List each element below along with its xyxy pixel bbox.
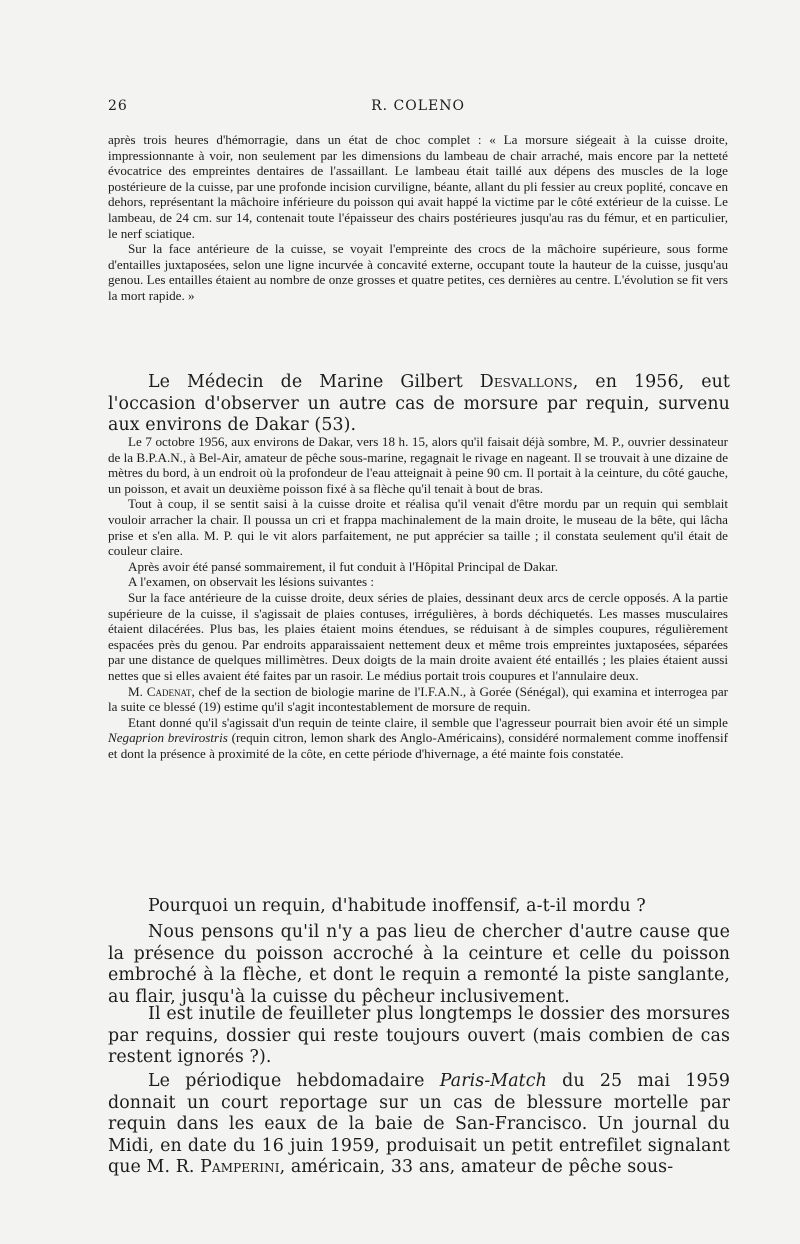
case-paragraph: Sur la face antérieure de la cuisse droite, deux séries de plaies, dessinant deux arcs de cercle opposés. A la partie supérieure de la cuisse, il s'agissait de plaies contuses, irrégulières, à bords déchiquetés. Les masses musculaires étaient dilacérées. Plus bas, les plaies étaient moins étendues, se réduisant à de simples coupures, régulièrement espacées près du genou. Par endroits apparaissaient nettement deux et même trois empreintes juxtaposées, séparées par une distance de quelques millimètres. Deux doigts de la main droite avaient été entaillés ; les plaies étaient aussi nettes que si elles avaient été faites par un rasoir. Le médius portait trois coupures et l'annulaire deux. bbox=[108, 589, 728, 683]
quote-paragraph: après trois heures d'hémorragie, dans un état de choc complet : « La morsure siégeait à la cuisse droite, impressionnante à voir, non seulement par les dimensions du lambeau de chair arraché, mais encore par la netteté évocatrice des empreintes dentaires de l'assaillant. Le lambeau était taillé aux dépens des muscles de la loge postérieure de la cuisse, par une profonde incision curviligne, béante, allant du pli fessier au creux poplité, concave en dehors, représentant la mâchoire inférieure du poisson qui avait happé la victime par le côté extérieur de la cuisse. Le lambeau, de 24 cm. sur 14, contenait toute l'épaisseur des chairs postérieures jusqu'au ras du fémur, et en particulier, le nerf sciatique. bbox=[108, 132, 728, 241]
running-title: R. COLENO bbox=[371, 98, 465, 114]
person-name: Cadenat bbox=[146, 683, 192, 699]
species-name: Negaprion brevirostris bbox=[108, 730, 228, 746]
body-paragraph-3 bbox=[108, 1071, 730, 1179]
body-paragraph: Il est inutile de feuilleter plus longtemps le dossier des morsures par requins, dossier qui reste toujours ouvert (mais combien de cas restent ignorés ?). bbox=[108, 1004, 730, 1068]
case-paragraph: Etant donné qu'il s'agissait d'un requin de teinte claire, il semble que l'agresseur pourrait bien avoir été un simple Negaprion brevirostris (requin citron, lemon shark des Anglo-Américains), considéré normalement comme inoffensif et dont la présence à proximité de la côte, en cette période d'hivernage, a été mainte fois constatée. bbox=[108, 714, 728, 761]
periodical-title: Paris-Match bbox=[439, 1071, 547, 1091]
body-paragraph: Nous pensons qu'il n'y a pas lieu de chercher d'autre cause que la présence du poisson accroché à la ceinture et celle du poisson embroché à la flèche, et dont le requin a remonté la piste sanglante, au flair, jusqu'à la cuisse du pêcheur inclusivement. bbox=[108, 922, 730, 1007]
case-paragraph: M. Cadenat, chef de la section de biologie marine de l'I.F.A.N., à Gorée (Sénégal), qui examina et interrogea par la suite ce blessé (19) estime qu'il s'agit incontestablement de morsure de requin. bbox=[108, 683, 728, 715]
person-name: Pamperini bbox=[200, 1157, 280, 1178]
page-number: 26 bbox=[108, 98, 128, 114]
running-header bbox=[108, 98, 728, 118]
body-paragraph-2 bbox=[108, 1004, 730, 1069]
case-paragraph: Le 7 octobre 1956, aux environs de Dakar, vers 18 h. 15, alors qu'il faisait déjà sombre, M. P., ouvrier dessinateur de la B.P.A.N., à Bel-Air, amateur de pêche sous-marine, regagnait le rivage en nageant. Il se trouvait à une dizaine de mètres du bord, à un endroit où la profondeur de l'eau atteignait à peine 90 cm. Il portait à la ceinture, du côté gauche, un poisson, et avait un deuxième poisson fixé à sa flèche qu'il tenait à bout de bras. bbox=[108, 434, 728, 496]
section-question bbox=[108, 896, 730, 918]
case-paragraph: Après avoir été pansé sommairement, il fut conduit à l'Hôpital Principal de Dakar. bbox=[128, 558, 558, 574]
author-name: Desvallons bbox=[479, 372, 573, 392]
question-paragraph: Pourquoi un requin, d'habitude inoffensif, a-t-il mordu ? bbox=[148, 896, 646, 916]
body-paragraph: Le périodique hebdomadaire Paris-Match du 25 mai 1959 donnait un court reportage sur un cas de blessure mortelle par requin dans les eaux de la baie de San-Francisco. Un journal du Midi, en date du 16 juin 1959, produisait un petit entrefilet signalant que M. R. Pamperini, américain, 33 ans, amateur de pêche sous- bbox=[108, 1071, 730, 1178]
case-introduction bbox=[108, 372, 730, 437]
case-report bbox=[108, 434, 728, 761]
case-paragraph: A l'examen, on observait les lésions suivantes : bbox=[128, 574, 375, 590]
quote-paragraph: Sur la face antérieure de la cuisse, se voyait l'empreinte des crocs de la mâchoire supérieure, sous forme d'entailles juxtaposées, selon une ligne incurvée à concavité externe, occupant toute la hauteur de la cuisse, jusqu'au genou. Les entailles étaient au nombre de onze grosses et quatre petites, ces dernières au centre. L'évolution se fit vers la mort rapide. » bbox=[108, 241, 728, 303]
body-paragraph-1 bbox=[108, 922, 730, 1008]
case-paragraph: Tout à coup, il se sentit saisi à la cuisse droite et réalisa qu'il venait d'être mordu par un requin qui semblait vouloir arracher la chair. Il poussa un cri et frappa machinalement de la main droite, le museau de la bête, qui lâcha prise et s'en alla. M. P. qui le vit alors parfaitement, ne put apprécier sa taille ; il constata seulement qu'il était de couleur claire. bbox=[108, 496, 728, 559]
quoted-report bbox=[108, 132, 728, 304]
intro-paragraph: Le Médecin de Marine Gilbert Desvallons, en 1956, eut l'occasion d'observer un autre cas de morsure par requin, survenu aux environs de Dakar (53). bbox=[108, 372, 730, 436]
